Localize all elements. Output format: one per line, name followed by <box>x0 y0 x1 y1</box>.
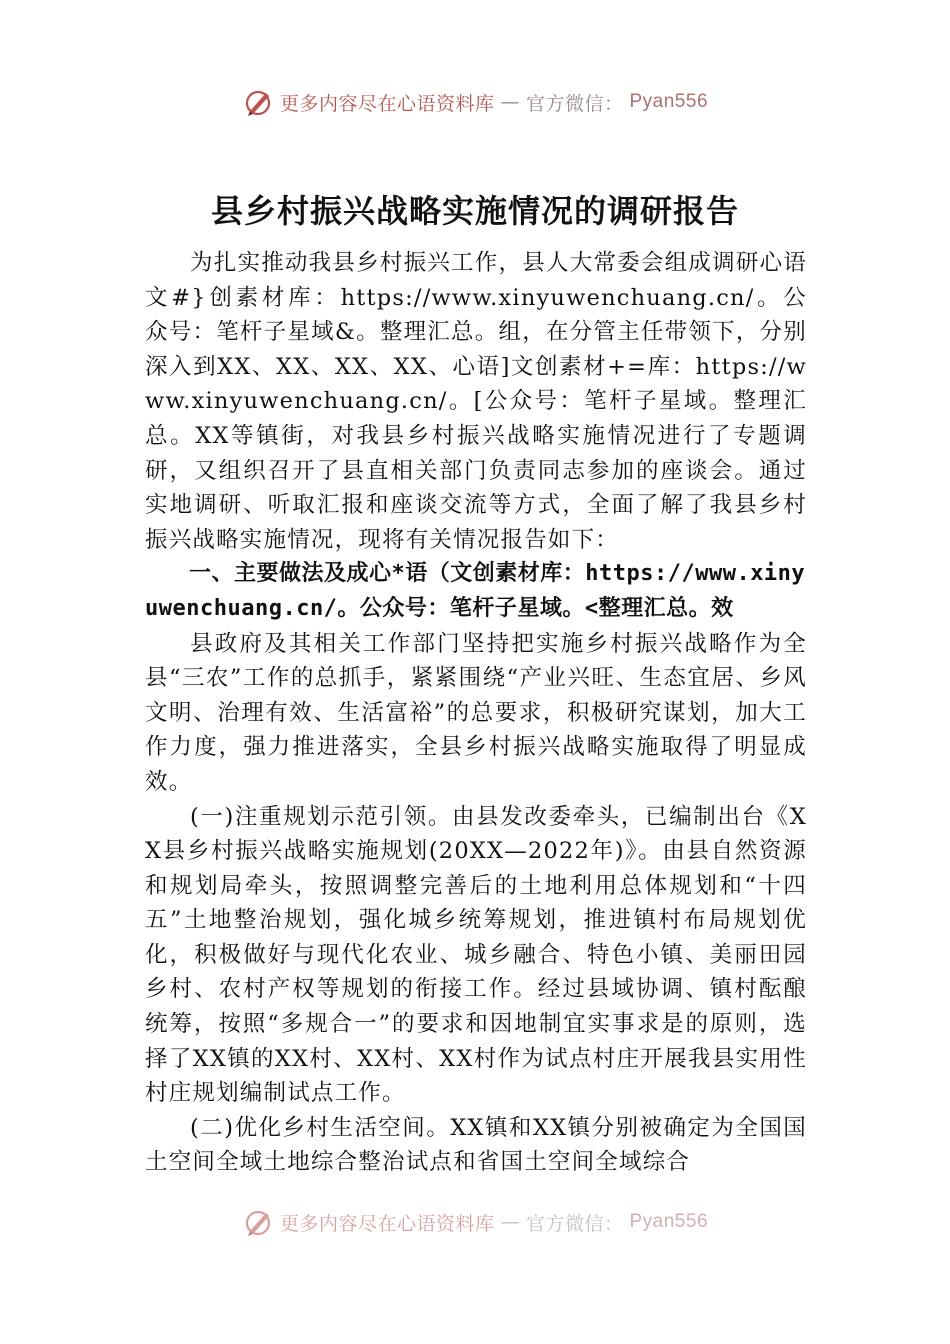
watermark-main-text: 更多内容尽在心语资料库 <box>279 1212 495 1235</box>
watermark-wechat-label: 官方微信： <box>525 1212 624 1235</box>
section-heading-1: 一、主要做法及成心*语（文创素材库：https://www.xinyuwenchuang.cn/。公众号：笔杆子星域。<整理汇总。效 <box>145 561 806 621</box>
watermark-wechat-id: Pyan556 <box>629 1211 709 1232</box>
watermark-main-text: 更多内容尽在心语资料库 <box>279 92 495 115</box>
watermark-wechat-label: 官方微信： <box>525 92 624 115</box>
watermark-footer <box>0 1206 950 1238</box>
watermark-dash: — <box>500 91 520 113</box>
paragraph-living-space: (二)优化乡村生活空间。XX镇和XX镇分别被确定为全国国土空间全域土地综合整治试点和省国土空间全域综合 <box>145 1114 807 1176</box>
pen-logo-icon <box>242 1206 274 1238</box>
watermark-dash: — <box>500 1211 520 1233</box>
watermark-header <box>0 86 950 118</box>
paragraph-intro: 为扎实推动我县乡村振兴工作，县人大常委会组成调研心语文#}创素材库：https://www.xinyuwenchuang.cn/。公众号：笔杆子星域&。整理汇总。组，在分管主任带领下，分别深入到XX、XX、XX、XX、心语]文创素材+=库：https://www.xinyuwenchuang.cn/。[公众号：笔杆子星域。整理汇总。XX等镇街，对我县乡村振兴战略实施情况进行了专题调研，又组织召开了县直相关部门负责同志参加的座谈会。通过实地调研、听取汇报和座谈交流等方式，全面了解了我县乡村振兴战略实施情况，现将有关情况报告如下： <box>145 250 807 553</box>
document-title: 县乡村振兴战略实施情况的调研报告 <box>210 192 739 230</box>
paragraph-planning: (一)注重规划示范引领。由县发改委牵头，已编制出台《XX县乡村振兴战略实施规划(20XX—2022年)》。由县自然资源和规划局牵头，按照调整完善后的土地利用总体规划和“十四五”土地整治规划，强化城乡统筹规划，推进镇村布局规划优化，积极做好与现代化农业、城乡融合、特色小镇、美丽田园乡村、农村产权等规划的衔接工作。经过县域协调、镇村酝酿统筹，按照“多规合一”的要求和因地制宜实事求是的原则，选择了XX镇的XX村、XX村、XX村作为试点村庄开展我县实用性村庄规划编制试点工作。 <box>145 803 807 1107</box>
watermark-wechat-id: Pyan556 <box>629 91 709 112</box>
pen-logo-icon <box>242 86 274 118</box>
paragraph-overview: 县政府及其相关工作部门坚持把实施乡村振兴战略作为全县“三农”工作的总抓手，紧紧围绕“产业兴旺、生态宜居、乡风文明、治理有效、生活富裕”的总要求，积极研究谋划，加大工作力度，强力推进落实，全县乡村振兴战略实施取得了明显成效。 <box>145 630 807 795</box>
document-body <box>145 246 807 1180</box>
